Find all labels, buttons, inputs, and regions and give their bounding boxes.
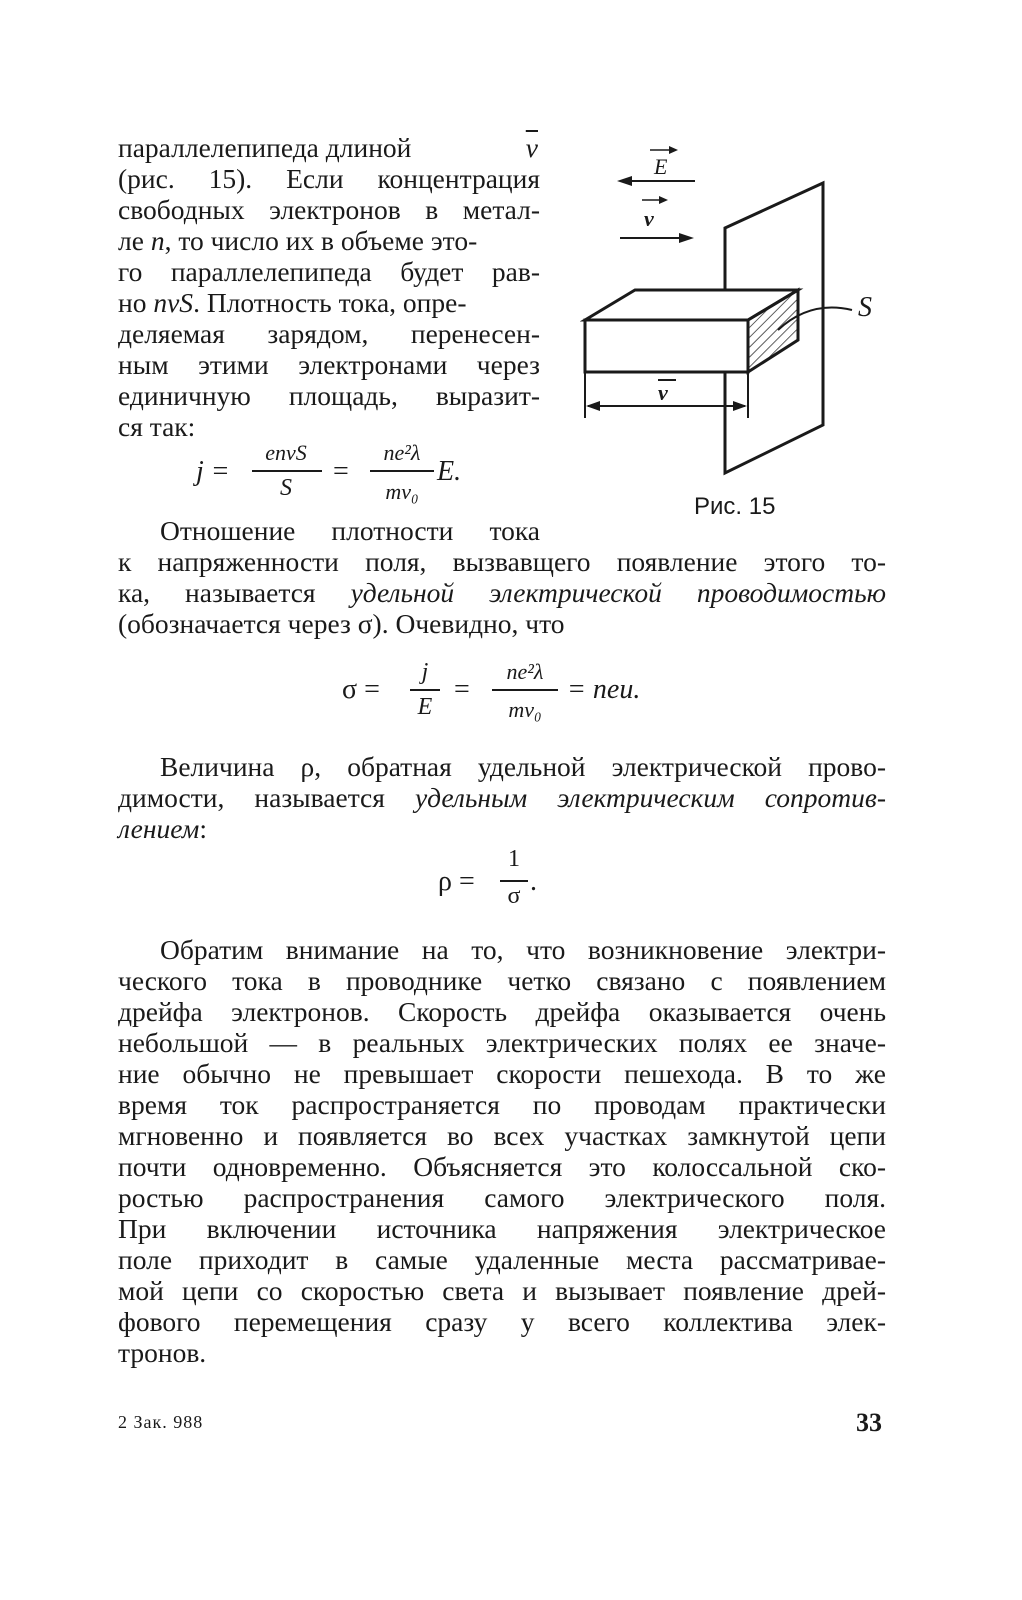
dimension-arrow-right <box>733 401 747 411</box>
text-line <box>118 814 207 844</box>
e-vector-arrow-head <box>669 146 678 154</box>
text-line: го параллелепипеда будет рав- <box>118 256 540 287</box>
figure-label-v: v <box>644 206 654 231</box>
text-span: димости, называется <box>118 782 415 813</box>
fraction-numerator: 1 <box>508 846 520 872</box>
formula-rhs-e: E. <box>437 456 462 487</box>
text-line: фового перемещения сразу у всего коллектива элек- <box>118 1306 886 1337</box>
fraction-numerator: j <box>421 659 429 685</box>
figure-label-e: E <box>654 154 668 179</box>
formula-lhs: ρ = <box>438 866 475 897</box>
text-span: . Плотность тока, опре- <box>193 287 467 318</box>
v-drift-arrow-head <box>679 233 694 243</box>
text-line: ным этими электронами через <box>118 349 540 380</box>
fraction-bar <box>370 470 434 472</box>
text-line: ческого тока в проводнике четко связано с появлением <box>118 965 886 996</box>
emphasized-term: удельной электрической проводимостью <box>350 577 886 608</box>
equals-sign: = <box>454 674 470 705</box>
fraction-numerator <box>250 440 322 466</box>
text-span: ле <box>118 225 144 256</box>
text-line: деляемая зарядом, перенесен- <box>118 318 540 349</box>
inline-var-n: n <box>150 225 165 256</box>
fraction-numerator: ne²λ <box>383 440 421 465</box>
text-line: ся так: <box>118 411 196 442</box>
fraction-bar <box>252 470 322 472</box>
text-line: почти одновременно. Объясняется это колоссальной ско- <box>118 1151 886 1182</box>
formula-period: . <box>530 866 537 897</box>
inline-var-v: $\overline{v}$ <box>525 132 538 163</box>
dimension-arrow-left <box>586 401 600 411</box>
text-span: , то число их в объеме это- <box>164 225 478 256</box>
figure-label-s: S <box>858 292 872 323</box>
fraction-denominator: σ <box>507 883 521 909</box>
text-line: ние обычно не превышает скорости пешехода. В то же <box>118 1058 886 1089</box>
text-line: мгновенно и появляется во всех участках замкнутой цепи <box>118 1120 886 1151</box>
text-line: к напряженности поля, вызвавщего появление этого то- <box>118 546 886 577</box>
text-line: тронов. <box>118 1337 207 1368</box>
e-field-arrow-head <box>617 176 632 186</box>
text-span: параллелепипеда длиной <box>118 132 412 163</box>
text-line: время ток распространяется по проводам практически <box>118 1089 886 1120</box>
emphasized-term: удельным электрическим сопротив- <box>414 782 886 813</box>
text-line: единичную площадь, выразит- <box>118 380 540 411</box>
text-line: (обозначается через σ). Очевидно, что <box>118 608 565 639</box>
formula-lhs: j = <box>196 456 230 487</box>
text-line <box>118 578 886 608</box>
text-line <box>118 133 540 163</box>
formula-rhs: = neu. <box>567 674 641 705</box>
emphasized-term: лением <box>118 813 200 844</box>
footer-print-mark: 2 Зак. 988 <box>118 1412 204 1432</box>
figure-caption: Рис. 15 <box>694 493 776 520</box>
text-line: поле приходит в самые удаленные места рассматривае- <box>118 1244 886 1275</box>
text-line: Величина ρ, обратная удельной электрической прово- <box>160 751 886 782</box>
text-line: (рис. 15). Если концентрация <box>118 163 540 194</box>
text-line: ростью распространения самого электрического поля. <box>118 1182 886 1213</box>
fraction-denominator: E <box>417 694 433 720</box>
text-span: : <box>199 813 207 844</box>
numerator-text: envS <box>265 440 307 465</box>
inline-var-nvs: nvS <box>153 287 194 318</box>
fraction-denominator: mv₀ <box>508 697 542 722</box>
text-span: но <box>118 287 147 318</box>
fraction-denominator: mv₀ <box>385 479 419 504</box>
text-span: ка, называется <box>118 577 351 608</box>
fraction-bar <box>492 689 558 691</box>
text-line: небольшой — в реальных электрических полях ее значе- <box>118 1027 886 1058</box>
box-front-face <box>585 320 748 372</box>
formula-lhs: σ = <box>342 674 380 705</box>
text-line <box>118 226 540 256</box>
page-number: 33 <box>856 1408 882 1437</box>
figure-label-v-bar: v <box>658 380 668 405</box>
text-line: Отношение плотности тока <box>160 515 540 546</box>
fraction-denominator: S <box>280 475 292 501</box>
figure-15-diagram <box>580 140 880 500</box>
v-vector-arrow-head <box>659 196 668 204</box>
fraction-numerator: ne²λ <box>506 659 544 684</box>
text-line: мой цепи со скоростью света и вызывает появление дрей- <box>118 1275 886 1306</box>
text-line <box>118 783 886 813</box>
fraction-bar <box>410 689 440 691</box>
fraction-bar <box>500 880 528 882</box>
text-line <box>118 288 540 318</box>
equals-sign: = <box>333 456 349 487</box>
text-line: Обратим внимание на то, что возникновение электри- <box>160 934 886 965</box>
text-line: При включении источника напряжения электрическое <box>118 1213 886 1244</box>
text-line: свободных электронов в метал- <box>118 194 540 225</box>
text-line: дрейфа электронов. Скорость дрейфа оказывается очень <box>118 996 886 1027</box>
